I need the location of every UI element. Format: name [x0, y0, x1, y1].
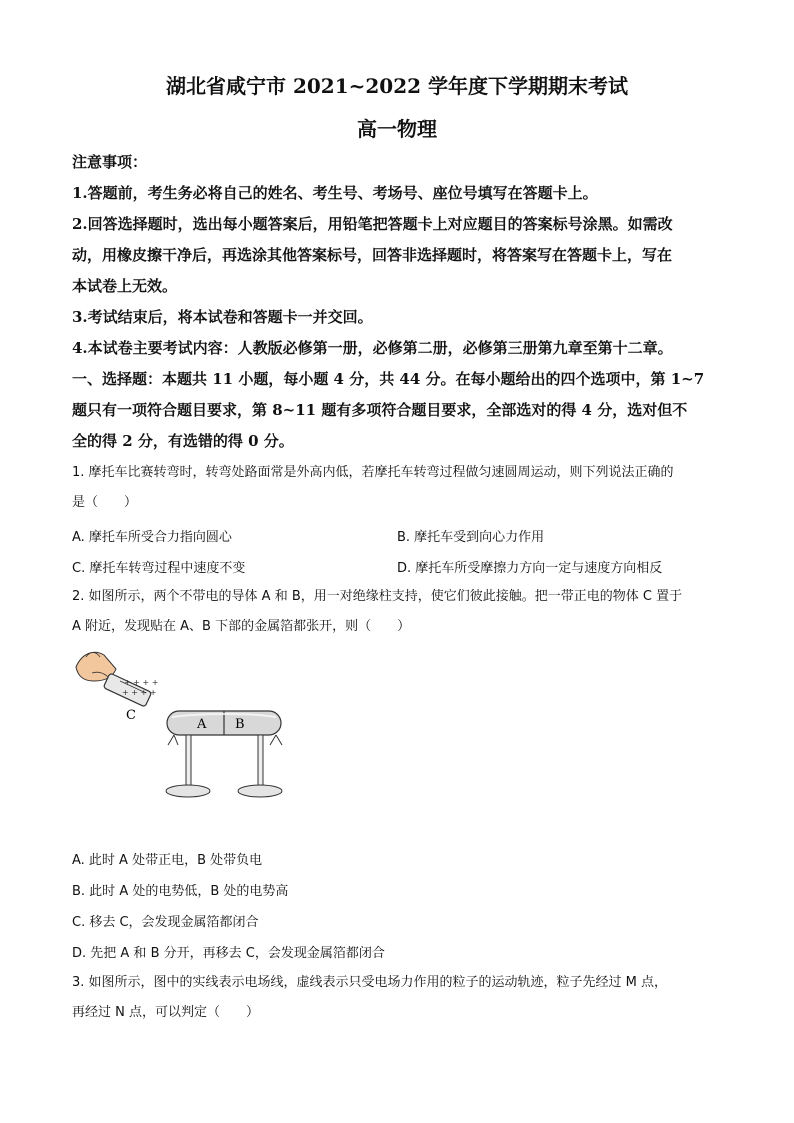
section-1-line-2: 题只有一项符合题目要求，第 8~11 题有多项符合题目要求，全部选对的得 4 分，选对但不 — [72, 401, 688, 419]
figure-label-c: C — [126, 708, 136, 723]
notice-heading: 注意事项： — [72, 153, 148, 171]
svg-text:+ + + +: + + + + — [124, 678, 159, 687]
exam-subtitle: 高一物理 — [357, 117, 437, 141]
exam-title: 湖北省咸宁市 2021~2022 学年度下学期期末考试 — [165, 74, 628, 98]
section-1-line-3: 全的得 2 分，有选错的得 0 分。 — [72, 432, 294, 450]
conductor-ab — [167, 711, 281, 735]
notice-item-4: 4.本试卷主要考试内容：人教版必修第一册，必修第二册，必修第三册第九章至第十二章。 — [72, 339, 673, 357]
notice-item-2-line-1: 2.回答选择题时，选出每小题答案后，用铅笔把答题卡上对应题目的答案标号涂黑。如需改 — [72, 215, 673, 233]
insulating-stand-right — [238, 735, 282, 797]
section-1-line-1: 一、选择题：本题共 11 小题，每小题 4 分，共 44 分。在每小题给出的四个选项中，第 1~7 — [72, 370, 705, 388]
svg-text:+ + + +: + + + + — [122, 688, 157, 697]
notice-item-1: 1.答题前，考生务必将自己的姓名、考生号、考场号、座位号填写在答题卡上。 — [72, 184, 598, 202]
foil-b — [270, 735, 282, 745]
figure-label-b: B — [235, 717, 245, 732]
question-2-option-d: D. 先把 A 和 B 分开，再移去 C，会发现金属箔都闭合 — [72, 946, 385, 961]
foil-a — [168, 735, 178, 745]
question-2-line-1: 2. 如图所示，两个不带电的导体 A 和 B，用一对绝缘柱支持，使它们彼此接触。把一带正电的物体 C 置于 — [72, 589, 683, 604]
question-2-option-c: C. 移去 C，会发现金属箔都闭合 — [72, 915, 259, 930]
figure-label-a: A — [197, 717, 207, 732]
question-3-line-1: 3. 如图所示，图中的实线表示电场线，虚线表示只受电场力作用的粒子的运动轨迹，粒子先经过 M 点， — [72, 975, 668, 990]
question-1-option-a: A. 摩托车所受合力指向圆心 — [72, 530, 232, 545]
question-2-option-a: A. 此时 A 处带正电，B 处带负电 — [72, 853, 263, 868]
question-2-option-b: B. 此时 A 处的电势低，B 处的电势高 — [72, 884, 289, 899]
question-1-option-d: D. 摩托车所受摩擦力方向一定与速度方向相反 — [397, 561, 663, 576]
insulating-stand-left — [166, 735, 210, 797]
notice-item-2-line-3: 本试卷上无效。 — [72, 277, 178, 295]
question-1-option-c: C. 摩托车转弯过程中速度不变 — [72, 561, 246, 576]
question-1-option-b: B. 摩托车受到向心力作用 — [397, 530, 545, 545]
notice-item-3: 3.考试结束后，将本试卷和答题卡一并交回。 — [72, 308, 373, 326]
conductor-figure — [72, 645, 302, 805]
question-3-line-2: 再经过 N 点，可以判定（ ） — [72, 1005, 259, 1020]
question-1-line-2: 是（ ） — [72, 495, 138, 510]
notice-item-2-line-2: 动，用橡皮擦干净后，再选涂其他答案标号，回答非选择题时，将答案写在答题卡上，写在 — [72, 246, 673, 264]
question-1-line-1: 1. 摩托车比赛转弯时，转弯处路面常是外高内低，若摩托车转弯过程做匀速圆周运动，则下列说法正确的 — [72, 465, 674, 480]
question-2-line-2: A 附近，发现贴在 A、B 下部的金属箔都张开，则（ ） — [72, 619, 411, 634]
charged-rod-c — [103, 673, 158, 707]
